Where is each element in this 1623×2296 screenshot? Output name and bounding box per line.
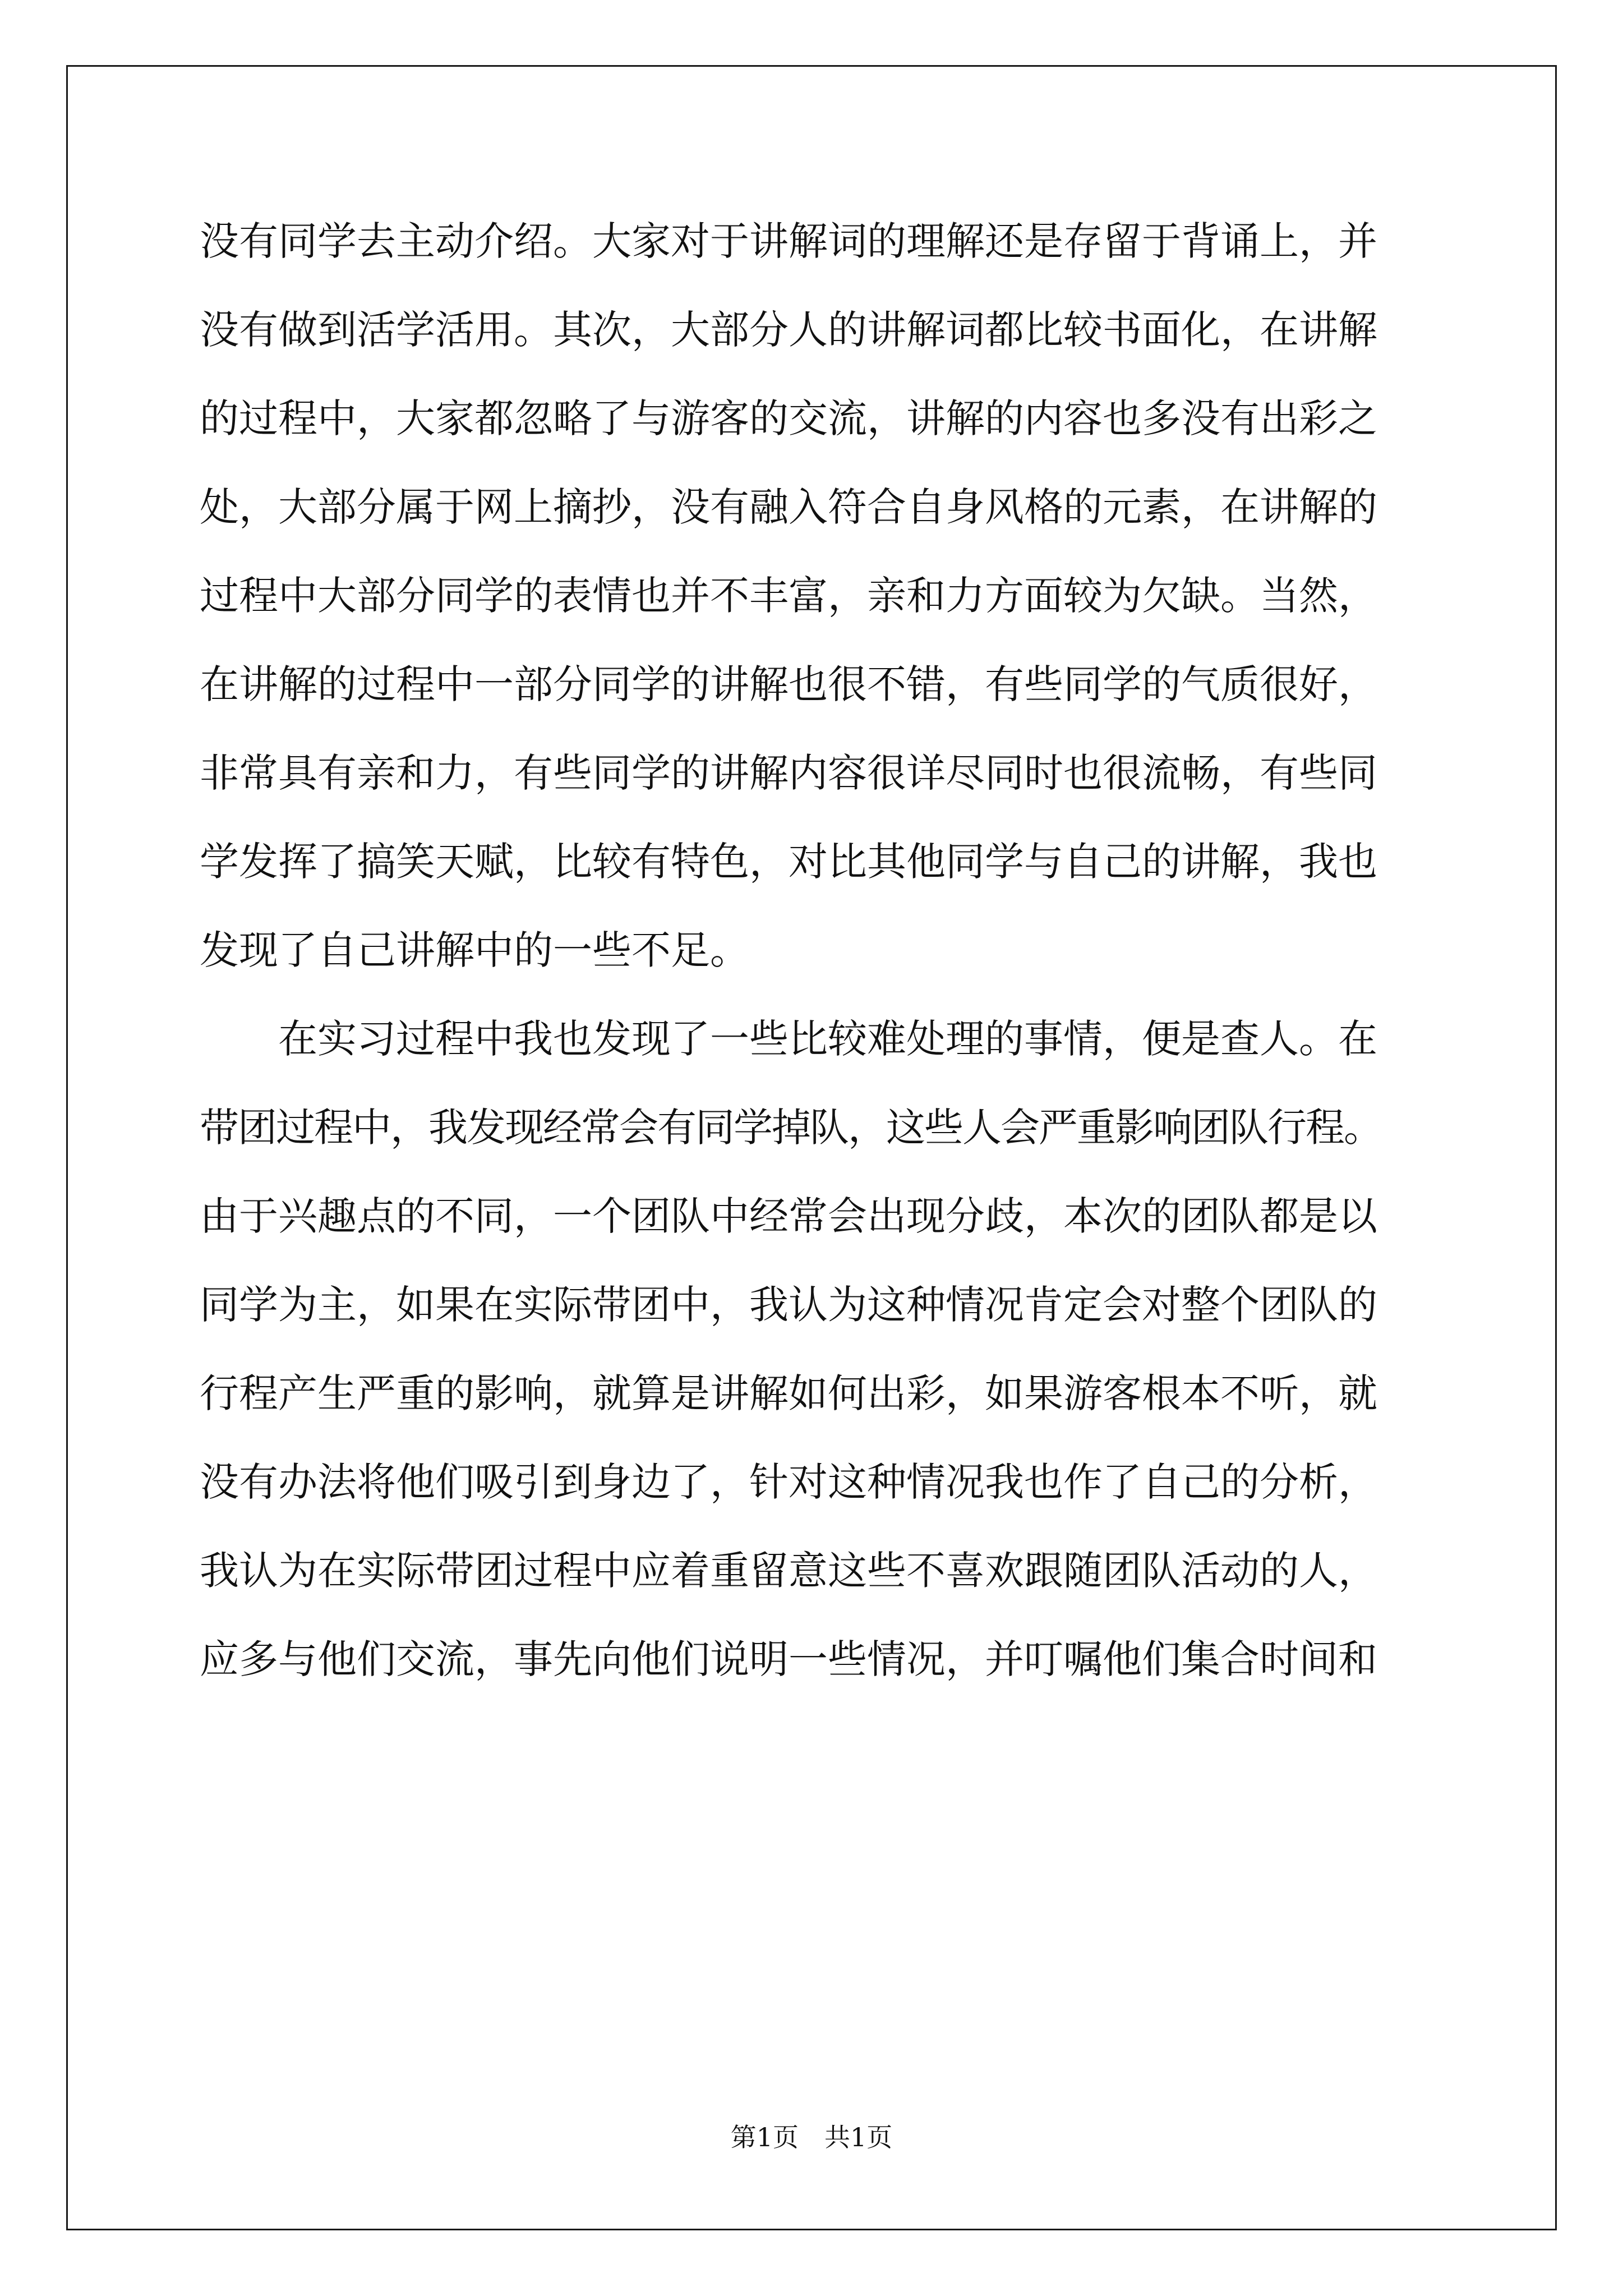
text-line: 同学为主，如果在实际带团中，我认为这种情况肯定会对整个团队的 [200, 1282, 1377, 1328]
text-line: 应多与他们交流，事先向他们说明一些情况，并叮嘱他们集合时间和 [200, 1636, 1377, 1682]
text-line: 处，大部分属于网上摘抄，没有融入符合自身风格的元素，在讲解的 [200, 484, 1377, 530]
text-line: 带团过程中，我发现经常会有同学掉队，这些人会严重影响团队行程。 [200, 1105, 1382, 1151]
text-line: 没有办法将他们吸引到身边了，针对这种情况我也作了自己的分析， [200, 1459, 1377, 1505]
text-line: 没有做到活学活用。其次，大部分人的讲解词都比较书面化，在讲解 [200, 307, 1377, 353]
text-line: 没有同学去主动介绍。大家对于讲解词的理解还是存留于背诵上，并 [200, 218, 1377, 264]
text-line: 学发挥了搞笑天赋，比较有特色，对比其他同学与自己的讲解，我也 [200, 839, 1377, 885]
text-line: 发现了自己讲解中的一些不足。 [200, 927, 749, 973]
page-number-footer: 第1页 共1页 [730, 2122, 893, 2152]
text-line: 在讲解的过程中一部分同学的讲解也很不错，有些同学的气质很好， [200, 661, 1377, 707]
text-line: 的过程中，大家都忽略了与游客的交流，讲解的内容也多没有出彩之 [200, 395, 1377, 441]
text-line: 行程产生严重的影响，就算是讲解如何出彩，如果游客根本不听，就 [200, 1370, 1377, 1416]
text-line: 非常具有亲和力，有些同学的讲解内容很详尽同时也很流畅，有些同 [200, 750, 1377, 796]
paragraph-start-line: 在实习过程中我也发现了一些比较难处理的事情，便是查人。在 [200, 1016, 1377, 1062]
document-body [200, 213, 1439, 1720]
text-line: 由于兴趣点的不同，一个团队中经常会出现分歧，本次的团队都是以 [200, 1193, 1377, 1239]
text-line: 过程中大部分同学的表情也并不丰富，亲和力方面较为欠缺。当然， [200, 573, 1377, 619]
text-line: 我认为在实际带团过程中应着重留意这些不喜欢跟随团队活动的人， [200, 1548, 1377, 1594]
